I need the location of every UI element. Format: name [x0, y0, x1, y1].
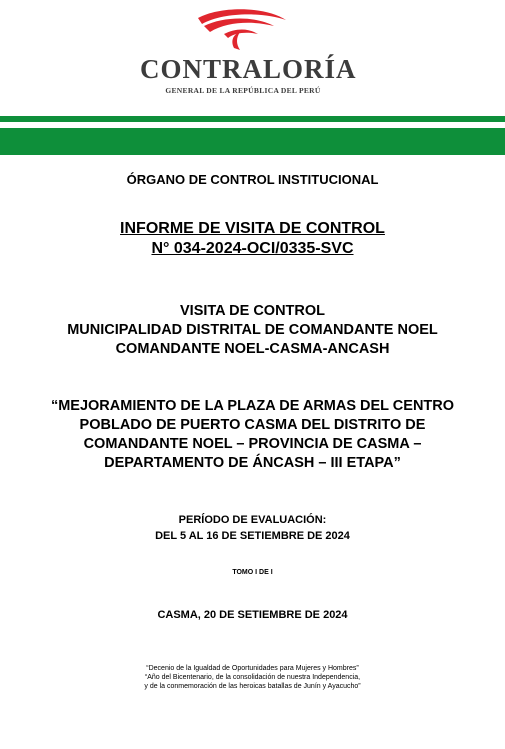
informe-title — [0, 219, 505, 259]
visita-block — [0, 302, 505, 359]
decenio-footer — [0, 664, 505, 691]
tomo-label: TOMO I DE I — [232, 569, 273, 576]
obra-line-1: “MEJORAMIENTO DE LA PLAZA DE ARMAS DEL CENTRO — [50, 398, 455, 414]
organo-heading: ÓRGANO DE CONTROL INSTITUCIONAL — [126, 172, 379, 187]
visita-line-1: VISITA DE CONTROL — [180, 303, 325, 319]
periodo-label: PERÍODO DE EVALUACIÓN: — [178, 514, 327, 526]
obra-title — [0, 397, 505, 473]
informe-title-line-1: INFORME DE VISITA DE CONTROL — [120, 220, 385, 237]
visita-line-2: MUNICIPALIDAD DISTRITAL DE COMANDANTE NOEL — [67, 322, 438, 338]
periodo-value: DEL 5 AL 16 DE SETIEMBRE DE 2024 — [155, 530, 350, 542]
decenio-line-1: “Decenio de la Igualdad de Oportunidades para Mujeres y Hombres” — [146, 665, 359, 672]
obra-line-2: POBLADO DE PUERTO CASMA DEL DISTRITO DE — [79, 417, 426, 433]
header-band-thick — [0, 128, 505, 155]
fecha-lugar: CASMA, 20 DE SETIEMBRE DE 2024 — [157, 609, 348, 621]
obra-line-3: COMANDANTE NOEL – PROVINCIA DE CASMA – — [83, 436, 422, 452]
informe-title-line-2: N° 034-2024-OCI/0335-SVC — [151, 240, 354, 257]
periodo-block — [0, 512, 505, 544]
obra-line-4: DEPARTAMENTO DE ÁNCASH – III ETAPA” — [104, 455, 401, 471]
logo-wordmark: CONTRALORÍA — [140, 54, 357, 84]
contraloria-logo-swoosh-icon — [190, 4, 290, 52]
decenio-line-3: y de la conmemoración de las heroicas batallas de Junín y Ayacucho” — [144, 683, 361, 690]
logo-subtitle: GENERAL DE LA REPÚBLICA DEL PERÚ — [165, 86, 321, 95]
visita-line-3: COMANDANTE NOEL-CASMA-ANCASH — [115, 341, 390, 357]
decenio-line-2: “Año del Bicentenario, de la consolidación de nuestra Independencia, — [144, 674, 361, 681]
